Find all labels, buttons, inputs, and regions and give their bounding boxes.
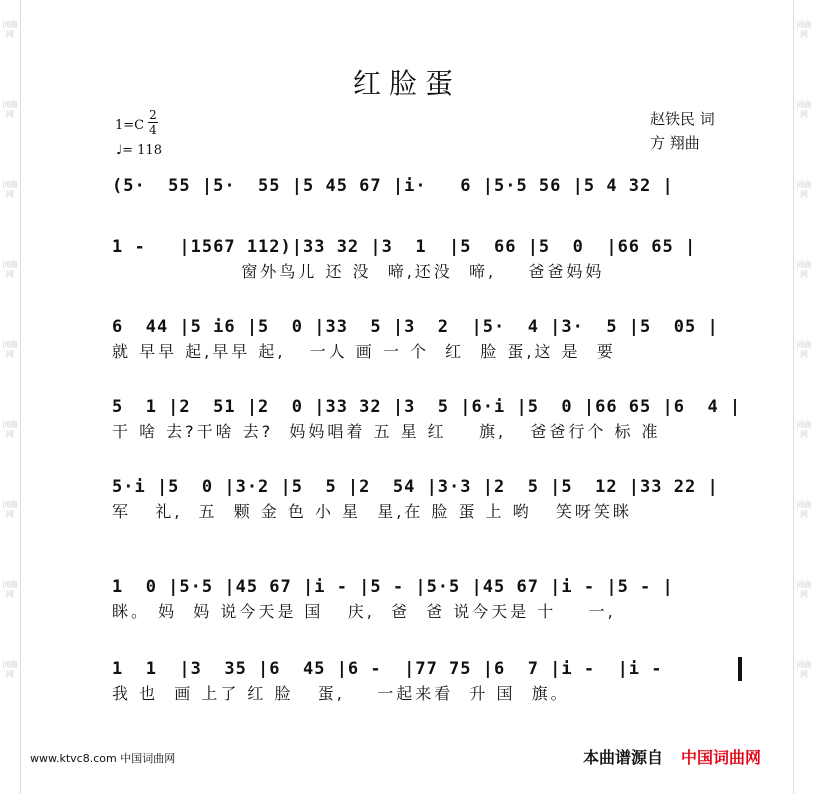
lyrics-line: 干 啥 去?干啥 去? 妈妈唱着 五 星 红 旗, 爸爸行个 标 准: [112, 422, 661, 441]
footer-source-prefix: 本曲谱源自: [583, 748, 664, 767]
lyrics-line: 窗外鸟儿 还 没 啼,还没 啼, 爸爸妈妈: [112, 262, 605, 281]
right-watermark-strip: [793, 0, 814, 794]
watermark: 词曲网: [2, 20, 18, 39]
watermark: 词曲网: [796, 180, 812, 199]
lyricist-credit: 赵铁民 词: [650, 110, 715, 128]
notes-line: 6 44 |5 i6 |5 0 |33 5 |3 2 |5· 4 |3· 5 |5 05 |: [112, 317, 719, 337]
lyrics-line: 我 也 画 上了 红 脸 蛋, 一起来看 升 国 旗。: [112, 684, 570, 703]
notes-line: 1 1 |3 35 |6 45 |6 - |77 75 |6 7 |i - |i -: [112, 659, 685, 679]
time-signature: [148, 108, 158, 137]
score-row-4: [112, 393, 744, 443]
time-signature-bottom: 4: [149, 123, 157, 137]
tempo-marking: ♩= 118: [116, 143, 162, 158]
score-row-7: [112, 655, 744, 705]
notes-line: 5·i |5 0 |3·2 |5 5 |2 54 |3·3 |2 5 |5 12 |33 22 |: [112, 477, 719, 497]
score-row-1: [112, 172, 744, 200]
watermark: 词曲网: [2, 580, 18, 599]
score-row-2: [112, 233, 744, 283]
watermark: 词曲网: [2, 180, 18, 199]
watermark: 词曲网: [2, 260, 18, 279]
lyrics-line: 眯。 妈 妈 说今天是 国 庆, 爸 爸 说今天是 十 一,: [112, 602, 616, 621]
watermark: 词曲网: [796, 340, 812, 359]
score-row-5: [112, 473, 744, 523]
footer-site-link[interactable]: www.ktvc8.com 中国词曲网: [30, 752, 176, 765]
notes-line: 1 0 |5·5 |45 67 |i - |5 - |5·5 |45 67 |i - |5 - |: [112, 577, 674, 597]
watermark: 词曲网: [796, 660, 812, 679]
score-row-3: [112, 313, 744, 363]
watermark: 词曲网: [796, 420, 812, 439]
watermark: 词曲网: [2, 500, 18, 519]
left-watermark-strip: [0, 0, 21, 794]
watermark: 词曲网: [796, 100, 812, 119]
composer-credit: 方 翔曲: [650, 134, 700, 152]
watermark: 词曲网: [796, 500, 812, 519]
lyrics-line: 就 早早 起,早早 起, 一人 画 一 个 红 脸 蛋,这 是 要: [112, 342, 616, 361]
lyrics-line: 军 礼, 五 颗 金 色 小 星 星,在 脸 蛋 上 哟 笑呀笑眯: [112, 502, 632, 521]
watermark: 词曲网: [2, 420, 18, 439]
notes-line: 1 - |1567 112)|33 32 |3 1 |5 66 |5 0 |66 65 |: [112, 237, 697, 257]
key-signature: 1=C: [115, 118, 145, 133]
watermark: 词曲网: [796, 20, 812, 39]
watermark: 词曲网: [796, 580, 812, 599]
footer-source: [583, 745, 761, 768]
final-barline: [738, 657, 742, 681]
watermark: 词曲网: [796, 260, 812, 279]
time-signature-top: 2: [149, 108, 157, 122]
notes-line: 5 1 |2 51 |2 0 |33 32 |3 5 |6·i |5 0 |66 65 |6 4 |: [112, 397, 742, 417]
watermark: 词曲网: [2, 100, 18, 119]
footer-brand-link[interactable]: 中国词曲网: [681, 748, 762, 767]
watermark: 词曲网: [2, 340, 18, 359]
watermark: 词曲网: [2, 660, 18, 679]
notes-line: (5· 55 |5· 55 |5 45 67 |i· 6 |5·5 56 |5 4 32 |: [112, 176, 674, 196]
score-row-6: [112, 573, 744, 623]
song-title: 红脸蛋: [352, 67, 461, 100]
